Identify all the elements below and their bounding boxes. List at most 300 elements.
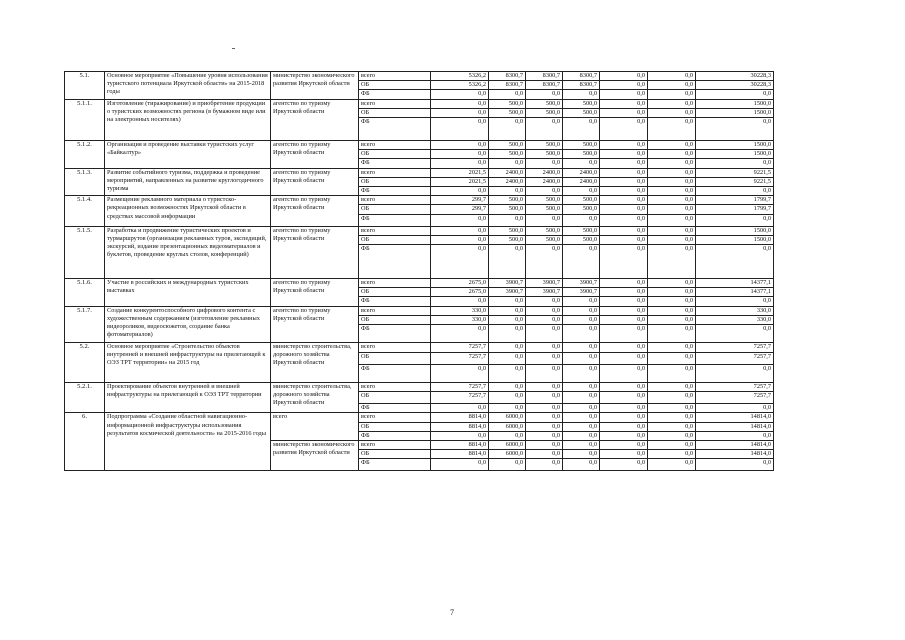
item-name: Основное мероприятие «Строительство объектов внутренней и внешней инфраструктуры на прилегающей к ОЭЗ ТРТ территории» на 2015 год: [105, 343, 271, 383]
funding-source: всего: [359, 306, 431, 315]
amount-cell: 0,0: [648, 205, 696, 214]
table-row: [65, 72, 774, 81]
amount-cell: 0,0: [600, 168, 648, 177]
amount-cell: 0,0: [526, 353, 563, 365]
amount-cell: 0,0: [600, 297, 648, 306]
amount-cell: 0,0: [563, 306, 600, 315]
amount-cell: 2400,0: [563, 177, 600, 186]
amount-cell: 0,0: [696, 459, 774, 471]
amount-cell: 6000,0: [489, 413, 526, 422]
amount-cell: 14814,0: [696, 450, 774, 459]
amount-cell: 500,0: [489, 99, 526, 108]
amount-cell: 0,0: [696, 214, 774, 226]
amount-cell: 0,0: [489, 392, 526, 404]
amount-cell: 0,0: [526, 422, 563, 431]
amount-cell: 3900,7: [526, 279, 563, 288]
amount-cell: 0,0: [648, 150, 696, 159]
amount-cell: 0,0: [526, 392, 563, 404]
funding-source: ОБ: [359, 150, 431, 159]
amount-cell: 2675,0: [431, 288, 489, 297]
amount-cell: 7257,7: [431, 383, 489, 392]
table-row: [65, 383, 774, 392]
amount-cell: 0,0: [600, 90, 648, 99]
amount-cell: 0,0: [648, 177, 696, 186]
amount-cell: 0,0: [600, 353, 648, 365]
amount-cell: 0,0: [489, 159, 526, 168]
amount-cell: 0,0: [563, 383, 600, 392]
amount-cell: 0,0: [431, 108, 489, 117]
amount-cell: 0,0: [563, 187, 600, 196]
item-name: Размещение рекламного материала о туристско-рекреационных возможностях Иркутской области в средствах массовой информации: [105, 196, 271, 226]
funding-source: ФБ: [359, 245, 431, 279]
amount-cell: 14814,0: [696, 441, 774, 450]
amount-cell: 0,0: [648, 99, 696, 108]
amount-cell: 0,0: [600, 245, 648, 279]
amount-cell: 8300,7: [526, 81, 563, 90]
amount-cell: 500,0: [526, 226, 563, 235]
amount-cell: 0,0: [489, 431, 526, 440]
amount-cell: 6000,0: [489, 422, 526, 431]
amount-cell: 14377,1: [696, 288, 774, 297]
amount-cell: 330,0: [696, 315, 774, 324]
amount-cell: 0,0: [431, 325, 489, 343]
amount-cell: 500,0: [526, 235, 563, 244]
amount-cell: 0,0: [563, 297, 600, 306]
amount-cell: 0,0: [648, 306, 696, 315]
amount-cell: 8300,7: [489, 81, 526, 90]
item-executor: агентство по туризму Иркутской области: [271, 306, 359, 342]
amount-cell: 0,0: [489, 118, 526, 141]
amount-cell: 0,0: [648, 404, 696, 413]
amount-cell: 0,0: [600, 413, 648, 422]
amount-cell: 0,0: [648, 422, 696, 431]
amount-cell: 0,0: [696, 365, 774, 383]
amount-cell: 500,0: [526, 141, 563, 150]
amount-cell: 0,0: [696, 118, 774, 141]
item-executor: агентство по туризму Иркутской области: [271, 279, 359, 307]
amount-cell: 500,0: [489, 196, 526, 205]
amount-cell: 7257,7: [696, 383, 774, 392]
amount-cell: 0,0: [696, 245, 774, 279]
amount-cell: 0,0: [431, 235, 489, 244]
amount-cell: 0,0: [431, 404, 489, 413]
amount-cell: 0,0: [648, 159, 696, 168]
amount-cell: 0,0: [526, 343, 563, 353]
amount-cell: 8814,0: [431, 413, 489, 422]
amount-cell: 0,0: [600, 450, 648, 459]
amount-cell: 8300,7: [563, 81, 600, 90]
item-executor: агентство по туризму Иркутской области: [271, 168, 359, 196]
amount-cell: 0,0: [431, 214, 489, 226]
amount-cell: 3900,7: [489, 288, 526, 297]
amount-cell: 500,0: [489, 141, 526, 150]
amount-cell: 0,0: [696, 325, 774, 343]
table-row: [65, 168, 774, 177]
item-name: Изготовление (тиражирование) и приобретение продукции о туристских возможностях региона (в бумажном виде или на электронных носителях): [105, 99, 271, 140]
amount-cell: 0,0: [563, 214, 600, 226]
amount-cell: 500,0: [489, 108, 526, 117]
amount-cell: 0,0: [600, 343, 648, 353]
amount-cell: 1500,0: [696, 99, 774, 108]
item-executor: министерство экономического развития Иркутской области: [271, 441, 359, 471]
item-name: Проектирование объектов внутренней и внешней инфраструктуры на прилегающей к ОЭЗ ТРТ территории: [105, 383, 271, 413]
amount-cell: 7257,7: [696, 392, 774, 404]
funding-source: всего: [359, 413, 431, 422]
amount-cell: 0,0: [431, 226, 489, 235]
amount-cell: 0,0: [431, 150, 489, 159]
amount-cell: 6000,0: [489, 450, 526, 459]
item-code: 5.1.1.: [65, 99, 105, 140]
amount-cell: 0,0: [648, 108, 696, 117]
amount-cell: 330,0: [431, 306, 489, 315]
amount-cell: 500,0: [526, 196, 563, 205]
item-code: 6.: [65, 413, 105, 471]
amount-cell: 0,0: [563, 159, 600, 168]
funding-source: ОБ: [359, 177, 431, 186]
amount-cell: 0,0: [563, 245, 600, 279]
amount-cell: 0,0: [648, 392, 696, 404]
amount-cell: 0,0: [526, 187, 563, 196]
item-code: 5.1.2.: [65, 141, 105, 169]
amount-cell: 8814,0: [431, 441, 489, 450]
amount-cell: 0,0: [648, 81, 696, 90]
amount-cell: 0,0: [648, 245, 696, 279]
funding-source: всего: [359, 279, 431, 288]
funding-source: всего: [359, 343, 431, 353]
funding-source: ФБ: [359, 404, 431, 413]
amount-cell: 0,0: [526, 90, 563, 99]
amount-cell: 0,0: [648, 353, 696, 365]
amount-cell: 0,0: [696, 404, 774, 413]
amount-cell: 9221,5: [696, 168, 774, 177]
amount-cell: 0,0: [563, 118, 600, 141]
amount-cell: 2400,0: [489, 177, 526, 186]
amount-cell: 0,0: [648, 459, 696, 471]
table-row: [65, 226, 774, 235]
amount-cell: 0,0: [648, 235, 696, 244]
amount-cell: 0,0: [696, 159, 774, 168]
amount-cell: 0,0: [696, 187, 774, 196]
amount-cell: 0,0: [431, 118, 489, 141]
amount-cell: 0,0: [600, 150, 648, 159]
amount-cell: 0,0: [600, 177, 648, 186]
funding-source: ФБ: [359, 365, 431, 383]
funding-source: ОБ: [359, 450, 431, 459]
amount-cell: 0,0: [563, 422, 600, 431]
amount-cell: 0,0: [600, 392, 648, 404]
table-row: [65, 306, 774, 315]
item-name: Разработка и продвижение туристических проектов и турмаршрутов (организация рекламных туров, экспедиций, экскурсий, издание презентационных видеоматериалов и буклетов, проведение круглых столов, конференций): [105, 226, 271, 278]
amount-cell: 0,0: [489, 383, 526, 392]
amount-cell: 8814,0: [431, 450, 489, 459]
item-code: 5.1.: [65, 72, 105, 100]
item-code: 5.1.5.: [65, 226, 105, 278]
amount-cell: 0,0: [648, 288, 696, 297]
item-code: 5.2.1.: [65, 383, 105, 413]
amount-cell: 0,0: [648, 343, 696, 353]
table-row: [65, 99, 774, 108]
page-number: 7: [450, 608, 454, 617]
amount-cell: 0,0: [489, 343, 526, 353]
amount-cell: 0,0: [526, 118, 563, 141]
amount-cell: 0,0: [648, 441, 696, 450]
funding-source: ФБ: [359, 187, 431, 196]
item-name: Участие в российских и международных туристских выставках: [105, 279, 271, 307]
amount-cell: 2400,0: [526, 168, 563, 177]
amount-cell: 0,0: [431, 187, 489, 196]
amount-cell: 0,0: [431, 365, 489, 383]
amount-cell: 500,0: [563, 226, 600, 235]
amount-cell: 500,0: [526, 150, 563, 159]
item-executor: агентство по туризму Иркутской области: [271, 141, 359, 169]
amount-cell: 0,0: [563, 365, 600, 383]
funding-source: всего: [359, 168, 431, 177]
amount-cell: 0,0: [648, 226, 696, 235]
amount-cell: 8300,7: [563, 72, 600, 81]
amount-cell: 330,0: [431, 315, 489, 324]
amount-cell: 0,0: [526, 450, 563, 459]
amount-cell: 0,0: [489, 90, 526, 99]
amount-cell: 2021,5: [431, 177, 489, 186]
amount-cell: 0,0: [526, 404, 563, 413]
amount-cell: 8300,7: [526, 72, 563, 81]
amount-cell: 0,0: [431, 90, 489, 99]
amount-cell: 14814,0: [696, 413, 774, 422]
amount-cell: 0,0: [600, 99, 648, 108]
amount-cell: 0,0: [489, 306, 526, 315]
funding-source: ОБ: [359, 392, 431, 404]
amount-cell: 6000,0: [489, 441, 526, 450]
amount-cell: 299,7: [431, 205, 489, 214]
amount-cell: 2400,0: [563, 168, 600, 177]
amount-cell: 0,0: [526, 441, 563, 450]
item-executor: агентство по туризму Иркутской области: [271, 99, 359, 140]
amount-cell: 0,0: [489, 315, 526, 324]
item-executor: агентство по туризму Иркутской области: [271, 226, 359, 278]
funding-source: всего: [359, 226, 431, 235]
amount-cell: 0,0: [648, 297, 696, 306]
item-name: Создание конкурентоспособного цифрового контента с художественным содержанием (изготовление рекламных видеороликов, видеосюжетов, создание банка фотоматериалов): [105, 306, 271, 342]
amount-cell: 0,0: [648, 325, 696, 343]
amount-cell: 3900,7: [526, 288, 563, 297]
amount-cell: 0,0: [600, 235, 648, 244]
amount-cell: 0,0: [600, 404, 648, 413]
amount-cell: 0,0: [600, 141, 648, 150]
funding-source: ФБ: [359, 297, 431, 306]
funding-source: ОБ: [359, 81, 431, 90]
amount-cell: 0,0: [526, 306, 563, 315]
amount-cell: 0,0: [563, 315, 600, 324]
funding-source: ФБ: [359, 214, 431, 226]
amount-cell: 0,0: [526, 214, 563, 226]
amount-cell: 2021,5: [431, 168, 489, 177]
amount-cell: 1500,0: [696, 226, 774, 235]
amount-cell: 0,0: [431, 245, 489, 279]
amount-cell: 1500,0: [696, 141, 774, 150]
funding-source: ФБ: [359, 159, 431, 168]
amount-cell: 0,0: [648, 315, 696, 324]
amount-cell: 500,0: [563, 141, 600, 150]
amount-cell: 0,0: [526, 459, 563, 471]
amount-cell: 0,0: [648, 450, 696, 459]
amount-cell: 0,0: [696, 297, 774, 306]
amount-cell: 0,0: [600, 81, 648, 90]
amount-cell: 0,0: [526, 365, 563, 383]
amount-cell: 0,0: [563, 459, 600, 471]
amount-cell: 0,0: [648, 214, 696, 226]
funding-source: ФБ: [359, 431, 431, 440]
funding-source: всего: [359, 141, 431, 150]
item-code: 5.1.3.: [65, 168, 105, 196]
amount-cell: 0,0: [431, 459, 489, 471]
amount-cell: 3900,7: [563, 279, 600, 288]
item-code: 5.2.: [65, 343, 105, 383]
table-row: [65, 141, 774, 150]
amount-cell: 0,0: [431, 159, 489, 168]
table-row: [65, 413, 774, 422]
amount-cell: 0,0: [648, 431, 696, 440]
amount-cell: 0,0: [600, 196, 648, 205]
amount-cell: 7257,7: [431, 343, 489, 353]
amount-cell: 1799,7: [696, 205, 774, 214]
amount-cell: 9221,5: [696, 177, 774, 186]
amount-cell: 5326,2: [431, 81, 489, 90]
amount-cell: 2675,0: [431, 279, 489, 288]
amount-cell: 0,0: [489, 365, 526, 383]
amount-cell: 0,0: [600, 441, 648, 450]
amount-cell: 299,7: [431, 196, 489, 205]
item-executor: агентство по туризму Иркутской области: [271, 196, 359, 226]
amount-cell: 0,0: [648, 90, 696, 99]
amount-cell: 500,0: [526, 99, 563, 108]
amount-cell: 0,0: [431, 141, 489, 150]
amount-cell: 0,0: [600, 279, 648, 288]
item-code: 5.1.4.: [65, 196, 105, 226]
funding-source: ОБ: [359, 353, 431, 365]
amount-cell: 30228,3: [696, 72, 774, 81]
amount-cell: 0,0: [600, 288, 648, 297]
amount-cell: 500,0: [526, 205, 563, 214]
scan-speck: [232, 48, 235, 49]
amount-cell: 0,0: [600, 325, 648, 343]
amount-cell: 0,0: [600, 187, 648, 196]
amount-cell: 0,0: [563, 325, 600, 343]
funding-source: всего: [359, 99, 431, 108]
item-code: 5.1.6.: [65, 279, 105, 307]
amount-cell: 0,0: [526, 413, 563, 422]
budget-table: [64, 71, 774, 471]
amount-cell: 0,0: [489, 325, 526, 343]
item-code: 5.1.7.: [65, 306, 105, 342]
amount-cell: 500,0: [489, 150, 526, 159]
amount-cell: 1799,7: [696, 196, 774, 205]
item-name: Подпрограмма «Создание областной навигационно-информационной инфраструктуры использования результатов космической деятельности» на 2015-2016 годы: [105, 413, 271, 471]
amount-cell: 7257,7: [431, 392, 489, 404]
amount-cell: 0,0: [648, 141, 696, 150]
amount-cell: 14814,0: [696, 422, 774, 431]
amount-cell: 0,0: [526, 159, 563, 168]
amount-cell: 0,0: [600, 72, 648, 81]
funding-source: всего: [359, 441, 431, 450]
amount-cell: 0,0: [600, 159, 648, 168]
amount-cell: 0,0: [489, 214, 526, 226]
funding-source: ФБ: [359, 118, 431, 141]
amount-cell: 8300,7: [489, 72, 526, 81]
funding-source: ФБ: [359, 459, 431, 471]
amount-cell: 0,0: [431, 431, 489, 440]
amount-cell: 3900,7: [563, 288, 600, 297]
funding-source: ФБ: [359, 90, 431, 99]
amount-cell: 0,0: [648, 118, 696, 141]
amount-cell: 7257,7: [431, 353, 489, 365]
amount-cell: 0,0: [563, 441, 600, 450]
funding-source: ОБ: [359, 108, 431, 117]
amount-cell: 0,0: [563, 431, 600, 440]
funding-source: ОБ: [359, 235, 431, 244]
amount-cell: 500,0: [563, 99, 600, 108]
item-name: Развитие событийного туризма, поддержка и проведение мероприятий, направленных на развитие круглогодичного туризма: [105, 168, 271, 196]
amount-cell: 0,0: [600, 365, 648, 383]
funding-source: ФБ: [359, 325, 431, 343]
amount-cell: 0,0: [526, 315, 563, 324]
amount-cell: 0,0: [648, 168, 696, 177]
table-row: [65, 279, 774, 288]
amount-cell: 500,0: [563, 150, 600, 159]
amount-cell: 0,0: [696, 90, 774, 99]
amount-cell: 0,0: [489, 404, 526, 413]
amount-cell: 500,0: [563, 196, 600, 205]
amount-cell: 500,0: [563, 235, 600, 244]
amount-cell: 14377,1: [696, 279, 774, 288]
amount-cell: 0,0: [600, 422, 648, 431]
amount-cell: 0,0: [489, 297, 526, 306]
funding-source: ОБ: [359, 315, 431, 324]
amount-cell: 0,0: [600, 431, 648, 440]
amount-cell: 0,0: [648, 365, 696, 383]
amount-cell: 0,0: [600, 214, 648, 226]
amount-cell: 1500,0: [696, 150, 774, 159]
amount-cell: 0,0: [563, 353, 600, 365]
amount-cell: 0,0: [600, 226, 648, 235]
amount-cell: 0,0: [648, 72, 696, 81]
amount-cell: 0,0: [600, 383, 648, 392]
amount-cell: 0,0: [648, 279, 696, 288]
amount-cell: 500,0: [489, 205, 526, 214]
amount-cell: 0,0: [600, 108, 648, 117]
amount-cell: 0,0: [600, 315, 648, 324]
amount-cell: 0,0: [526, 383, 563, 392]
item-executor: всего: [271, 413, 359, 441]
amount-cell: 0,0: [431, 99, 489, 108]
amount-cell: 0,0: [489, 187, 526, 196]
amount-cell: 0,0: [648, 196, 696, 205]
amount-cell: 0,0: [431, 297, 489, 306]
amount-cell: 0,0: [563, 413, 600, 422]
item-name: Организация и проведение выставки туристских услуг «Байкалтур»: [105, 141, 271, 169]
amount-cell: 0,0: [489, 459, 526, 471]
amount-cell: 0,0: [526, 297, 563, 306]
amount-cell: 0,0: [526, 245, 563, 279]
amount-cell: 7257,7: [696, 343, 774, 353]
amount-cell: 0,0: [600, 306, 648, 315]
amount-cell: 0,0: [648, 413, 696, 422]
amount-cell: 500,0: [563, 108, 600, 117]
amount-cell: 5326,2: [431, 72, 489, 81]
item-name: Основное мероприятие «Повышение уровня использования туристского потенциала Иркутской области» на 2015-2018 годы: [105, 72, 271, 100]
amount-cell: 330,0: [696, 306, 774, 315]
amount-cell: 500,0: [526, 108, 563, 117]
amount-cell: 0,0: [696, 431, 774, 440]
